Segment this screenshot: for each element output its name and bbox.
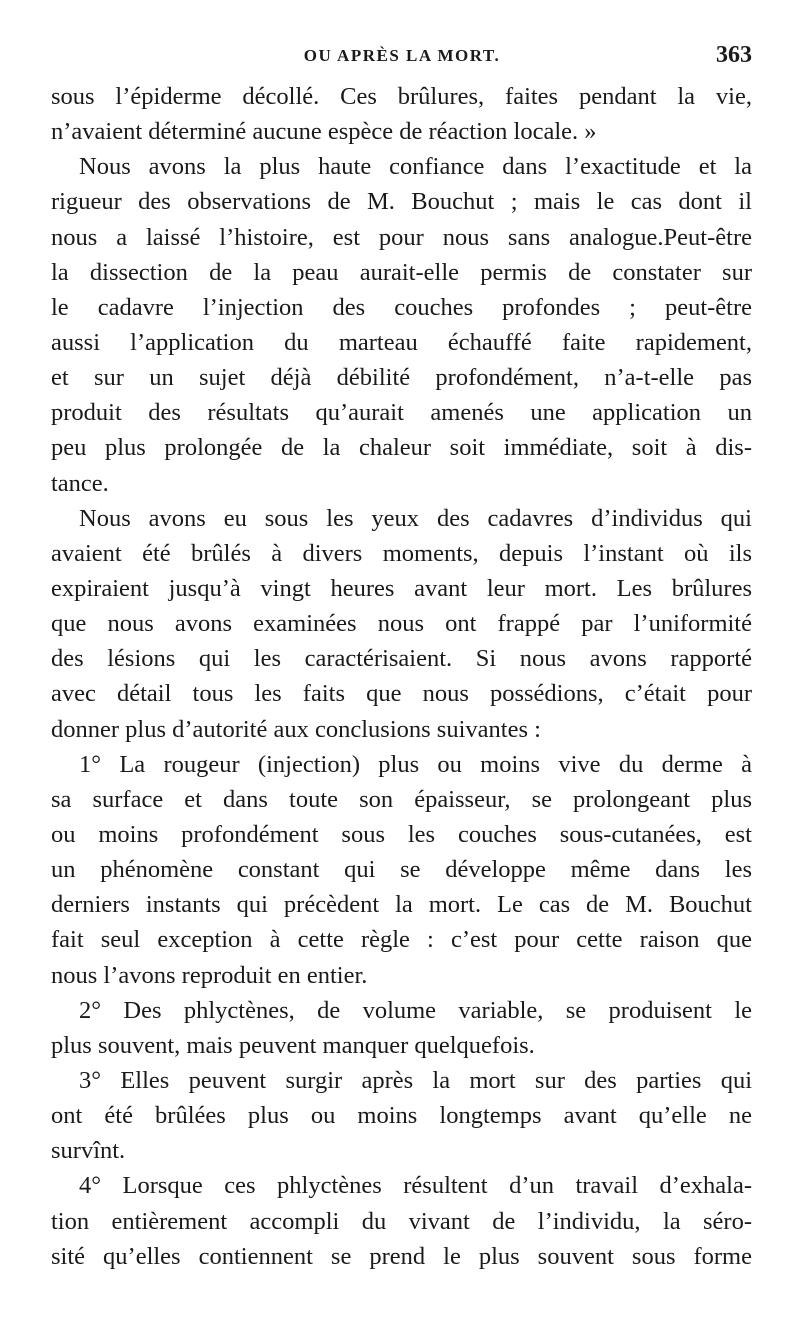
- text-line: fait seul exception à cette règle : c’est pour cette raison que: [51, 926, 752, 954]
- text-line: produit des résultats qu’aurait amenés une application un: [51, 399, 752, 427]
- text-line: sité qu’elles contiennent se prend le plus souvent sous forme: [51, 1242, 752, 1270]
- text-line: expiraient jusqu’à vingt heures avant leur mort. Les brûlures: [51, 574, 752, 602]
- text-line: sa surface et dans toute son épaisseur, se prolongeant plus: [51, 785, 752, 813]
- text-line: sous l’épiderme décollé. Ces brûlures, faites pendant la vie,: [51, 83, 752, 110]
- running-head: OU APRÈS LA MORT.: [303, 46, 501, 65]
- text-line: Nous avons eu sous les yeux des cadavres d’individus qui: [79, 504, 752, 532]
- text-line: aussi l’application du marteau échauffé faite rapidement,: [51, 328, 752, 356]
- text-line: nous l’avons reproduit en entier.: [51, 961, 368, 989]
- text-line: 1° La rougeur (injection) plus ou moins vive du derme à: [79, 750, 752, 778]
- text-line: et sur un sujet déjà débilité profondément, n’a-t-elle pas: [51, 364, 752, 392]
- text-line: ont été brûlées plus ou moins longtemps avant qu’elle ne: [51, 1102, 752, 1130]
- text-line: peu plus prolongée de la chaleur soit immédiate, soit à dis-: [51, 434, 752, 462]
- page-number: 363: [716, 42, 752, 68]
- page-header: [52, 44, 752, 74]
- text-line: plus souvent, mais peuvent manquer quelquefois.: [51, 1031, 535, 1059]
- text-line: le cadavre l’injection des couches profondes ; peut-être: [51, 293, 752, 321]
- text-line: rigueur des observations de M. Bouchut ; mais le cas dont il: [51, 188, 752, 216]
- text-line: derniers instants qui précèdent la mort. Le cas de M. Bouchut: [51, 891, 752, 919]
- text-line: 4° Lorsque ces phlyctènes résultent d’un travail d’exhala-: [79, 1172, 752, 1200]
- text-line: donner plus d’autorité aux conclusions suivantes :: [51, 715, 541, 743]
- text-line: un phénomène constant qui se développe même dans les: [51, 856, 752, 884]
- body-text: [51, 79, 752, 1274]
- text-line: 3° Elles peuvent surgir après la mort sur des parties qui: [79, 1066, 752, 1094]
- text-line: survînt.: [51, 1137, 126, 1165]
- text-line: la dissection de la peau aurait-elle permis de constater sur: [51, 258, 752, 286]
- text-line: que nous avons examinées nous ont frappé par l’uniformité: [51, 610, 752, 638]
- text-line: nous a laissé l’histoire, est pour nous sans analogue.Peut-être: [51, 223, 752, 251]
- text-line: tion entièrement accompli du vivant de l’individu, la séro-: [51, 1207, 752, 1235]
- text-line: avec détail tous les faits que nous possédions, c’était pour: [51, 680, 752, 708]
- text-line: Nous avons la plus haute confiance dans l’exactitude et la: [79, 153, 752, 181]
- text-line: ou moins profondément sous les couches sous-cutanées, est: [51, 820, 752, 848]
- text-line: avaient été brûlés à divers moments, depuis l’instant où ils: [51, 539, 752, 567]
- text-line: 2° Des phlyctènes, de volume variable, se produisent le: [79, 996, 752, 1024]
- text-line: n’avaient déterminé aucune espèce de réaction locale. »: [51, 118, 597, 146]
- text-line: des lésions qui les caractérisaient. Si nous avons rapporté: [51, 645, 752, 673]
- text-line: tance.: [51, 469, 109, 497]
